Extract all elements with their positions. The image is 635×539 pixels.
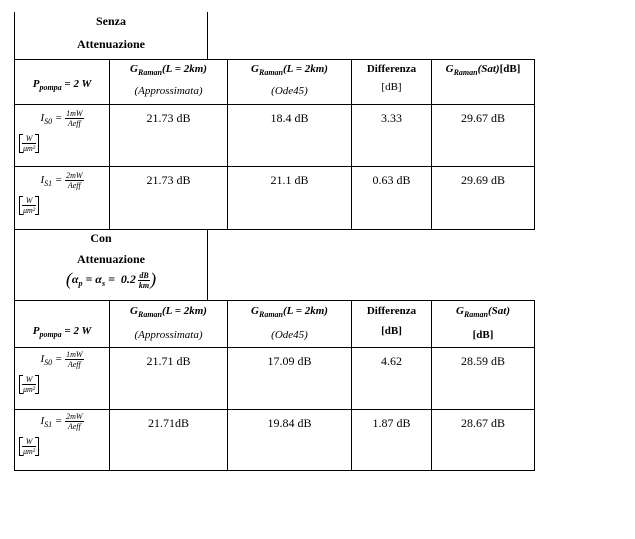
row-label-is1: $I_{S1}$ = $\frac{2mW}{\text{Aeff}}$ $\frac{W}{\text{μm²}}$ [15,167,110,230]
t1-r1-diff: 3.33 [352,105,432,167]
header-graman-sat-2: $G_{Raman}(Sat)$ [dB] [432,301,535,348]
t1-r1-ode: 18.4 dB [228,105,352,167]
t1-r1-approx: 21.73 dB [110,105,228,167]
t2-r1-ode: 17.09 dB [228,348,352,410]
header-graman-approx: $G_{Raman}(L = 2km)$ (Approssimata) [110,60,228,105]
header-differenza: Differenza [dB] [352,60,432,105]
header-graman-sat: $G_{Raman}(Sat)[dB]$ [432,60,535,105]
t2-r1-sat: 28.59 dB [432,348,535,410]
t1-r2-sat: 29.69 dB [432,167,535,230]
header-graman-ode-2: $G_{Raman}(L = 2km)$ (Ode45) [228,301,352,348]
header-differenza-2: Differenza [dB] [352,301,432,348]
t2-r2-sat: 28.67 dB [432,410,535,471]
t1-r2-ode: 21.1 dB [228,167,352,230]
t2-r1-diff: 4.62 [352,348,432,410]
attenuazione-label-2: Attenuazione [77,252,145,266]
alpha-formula: ($\alpha_p = \alpha_s = 0.2$ $\frac{dB}{km}$ ) [65,269,157,290]
attenuazione-label: Attenuazione [77,37,145,51]
header-ppompa: $P_{pompa} = 2$ W [15,60,110,105]
row-label-is0: $I_{S0}$ = $\frac{1mW}{\text{Aeff}}$ $\frac{W}{\text{μm²}}$ [15,105,110,167]
section-title-con [14,229,208,301]
row-label-is0-2: $I_{S0}$ = $\frac{1mW}{\text{Aeff}}$ $\frac{W}{\text{μm²}}$ [15,348,110,410]
t1-r2-approx: 21.73 dB [110,167,228,230]
table-senza-attenuazione [14,59,535,230]
t1-r1-sat: 29.67 dB [432,105,535,167]
header-ppompa-2: $P_{pompa} = 2$ W [15,301,110,348]
header-graman-ode: $G_{Raman}(L = 2km)$ (Ode45) [228,60,352,105]
section-title-senza [14,12,208,60]
t1-r2-diff: 0.63 dB [352,167,432,230]
table-con-attenuazione [14,300,535,471]
row-label-is1-2: $I_{S1}$ = $\frac{2mW}{\text{Aeff}}$ $\frac{W}{\text{μm²}}$ [15,410,110,471]
con-label: Con [90,231,112,245]
t2-r1-approx: 21.71 dB [110,348,228,410]
t2-r2-approx: 21.71dB [110,410,228,471]
t2-r2-ode: 19.84 dB [228,410,352,471]
senza-label: Senza [96,14,126,28]
header-graman-approx-2: $G_{Raman}(L = 2km)$ (Approssimata) [110,301,228,348]
t2-r2-diff: 1.87 dB [352,410,432,471]
